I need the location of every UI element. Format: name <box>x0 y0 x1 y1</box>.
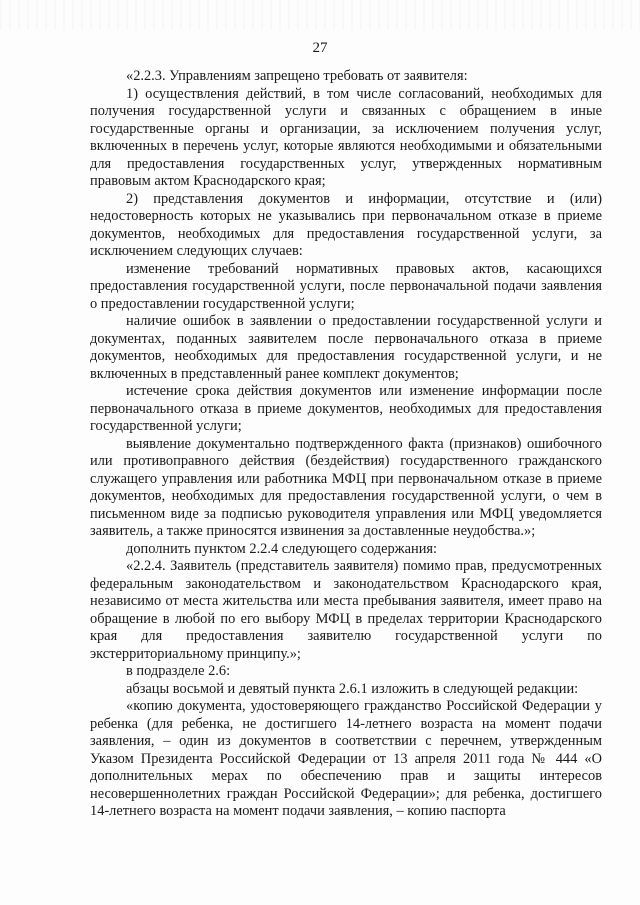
paragraph: «2.2.4. Заявитель (представитель заявителя) помимо прав, предусмотренных федеральным законодательством и законодательством Краснодарского края, независимо от места жительства или места пребывания заявителя, имеет право на обращение в любой по его выбору МФЦ в пределах территории Краснодарского края для предоставления заявителю государственной услуги по экстерриториальному принципу.»; <box>90 558 602 662</box>
paragraph: дополнить пунктом 2.2.4 следующего содержания: <box>126 540 438 557</box>
paragraph: в подразделе 2.6: <box>126 663 231 679</box>
paragraph: 1) осуществления действий, в том числе согласований, необходимых для получения государственной услуги и связанных с обращением в иные государственные органы и организации, за исключением получения услуг, включенных в перечень услуг, которые являются необходимыми и обязательными для предоставления государственных услуг, утвержденных нормативным правовым актом Краснодарского края; <box>90 85 602 189</box>
page-number: 27 <box>312 40 328 56</box>
scan-artifact <box>0 0 640 30</box>
paragraph: наличие ошибок в заявлении о предоставлении государственной услуги и документах, поданных заявителем после первоначального отказа в приеме документов, необходимых для предоставления государственной услуги, и не включенных в представленный ранее комплект документов; <box>90 313 602 382</box>
paragraph: «копию документа, удостоверяющего гражданство Российской Федерации у ребенка (для ребенка, не достигшего 14-летнего возраста на момент подачи заявления, – один из документов в соответствии с перечнем, утвержденным Указом Президента Российской Федерации от 13 апреля 2011 года № 444 «О дополнительных мерах по обеспечению прав и защиты интересов несовершеннолетних граждан Российской Федерации»; для ребенка, достигшего 14-летнего возраста на момент подачи заявления, – копию паспорта <box>90 698 602 819</box>
paragraph: изменение требований нормативных правовых актов, касающихся предоставления государственной услуги, после первоначальной подачи заявления о предоставлении государственной услуги; <box>90 260 602 312</box>
document-body <box>90 68 602 821</box>
paragraph: 2) представления документов и информации, отсутствие и (или) недостоверность которых не указывались при первоначальном отказе в приеме документов, необходимых для предоставления государственной услуги, за исключением следующих случаев: <box>90 190 602 259</box>
paragraph: истечение срока действия документов или изменение информации после первоначального отказа в приеме документов, необходимых для предоставления государственной услуги; <box>90 383 602 434</box>
paragraph: абзацы восьмой и девятый пункта 2.6.1 изложить в следующей редакции: <box>126 680 579 697</box>
paragraph: выявление документально подтвержденного факта (признаков) ошибочного или противоправного действия (бездействия) государственного гражданского служащего управления или работника МФЦ при первоначальном отказе в приеме документов, необходимых для предоставления государственной услуги, о чем в письменном виде за подписью руководителя управления или МФЦ уведомляется заявитель, а также приносятся извинения за доставленные неудобства.»; <box>90 435 602 539</box>
paragraph: «2.2.3. Управлениям запрещено требовать от заявителя: <box>126 68 468 84</box>
